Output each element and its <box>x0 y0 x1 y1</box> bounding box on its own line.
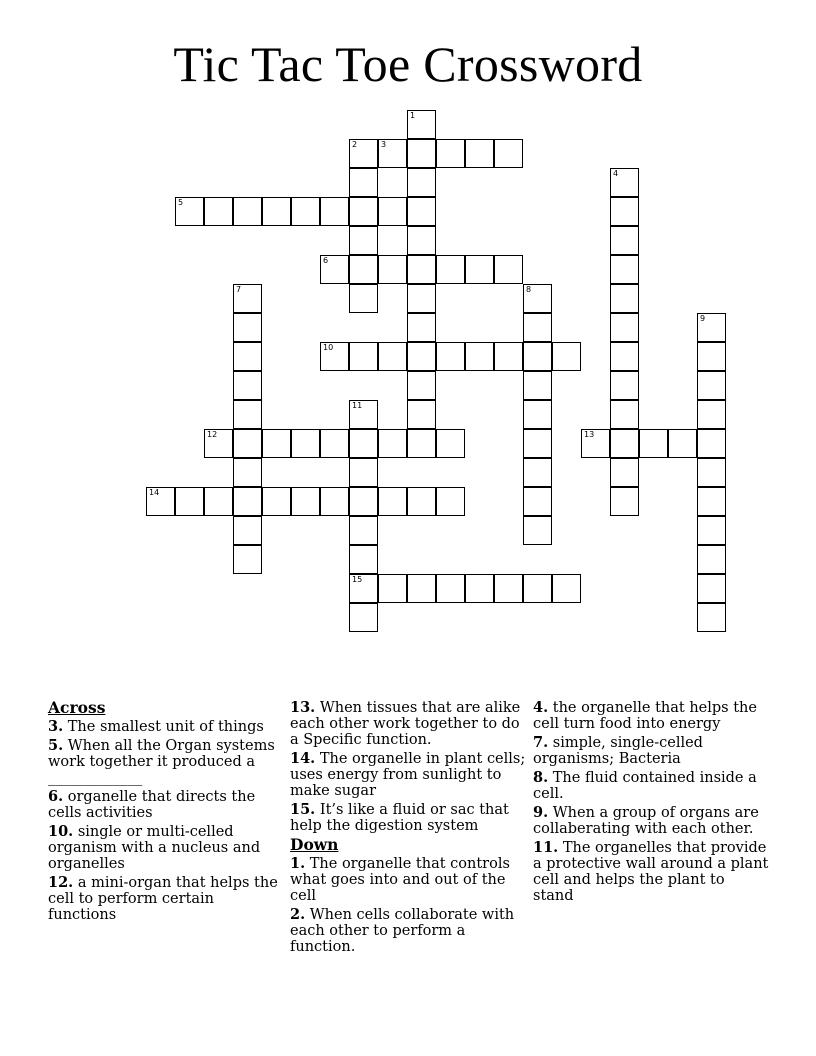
clue-item <box>290 802 526 834</box>
clue-item <box>48 789 284 821</box>
grid-cell[interactable] <box>233 197 262 226</box>
clue-text: The organelle that controls what goes into and out of the cell <box>290 856 510 904</box>
clues-header: Across <box>48 698 106 717</box>
grid-cell[interactable] <box>233 429 262 458</box>
grid-cell[interactable] <box>378 139 407 168</box>
grid-cell[interactable] <box>407 429 436 458</box>
grid-cell[interactable] <box>494 342 523 371</box>
clue-number-label: 6 <box>323 256 329 265</box>
grid-cell[interactable] <box>349 226 378 255</box>
grid-cell[interactable] <box>349 603 378 632</box>
clue-item <box>533 735 769 767</box>
grid-cell[interactable] <box>407 487 436 516</box>
page-title: Tic Tac Toe Crossword <box>173 36 643 92</box>
clue-number: 9. <box>533 804 549 821</box>
clue-item <box>533 805 769 837</box>
clue-number-label: 2 <box>352 140 358 149</box>
clue-text: When all the Organ systems work together it produced a _____________ <box>48 738 275 786</box>
grid-cell[interactable] <box>494 574 523 603</box>
clues-column-2 <box>290 700 526 958</box>
grid-cell[interactable] <box>407 168 436 197</box>
grid-cell[interactable] <box>262 487 291 516</box>
grid-cell[interactable] <box>320 197 349 226</box>
grid-cell[interactable] <box>610 197 639 226</box>
clue-number: 15. <box>290 801 316 818</box>
grid-cell[interactable] <box>349 255 378 284</box>
clue-number: 10. <box>48 823 74 840</box>
grid-cell[interactable] <box>204 487 233 516</box>
grid-cell[interactable] <box>494 255 523 284</box>
grid-cell[interactable] <box>349 574 378 603</box>
clue-number-label: 3 <box>381 140 387 149</box>
grid-cell[interactable] <box>436 429 465 458</box>
grid-cell[interactable] <box>175 197 204 226</box>
grid-cell[interactable] <box>320 342 349 371</box>
grid-cell[interactable] <box>697 487 726 516</box>
clue-text: The fluid contained inside a cell. <box>533 770 757 802</box>
clue-number-label: 1 <box>410 111 416 120</box>
grid-cell[interactable] <box>233 516 262 545</box>
grid-cell[interactable] <box>407 110 436 139</box>
grid-cell[interactable] <box>581 429 610 458</box>
clue-text: When cells collaborate with each other to perform a function. <box>290 907 515 955</box>
grid-cell[interactable] <box>523 371 552 400</box>
grid-cell[interactable] <box>523 458 552 487</box>
grid-cell[interactable] <box>320 255 349 284</box>
grid-cell[interactable] <box>378 574 407 603</box>
grid-cell[interactable] <box>697 371 726 400</box>
clue-number: 3. <box>48 718 64 735</box>
grid-cell[interactable] <box>697 516 726 545</box>
grid-cell[interactable] <box>552 342 581 371</box>
clue-number-label: 12 <box>207 430 218 439</box>
grid-cell[interactable] <box>146 487 175 516</box>
grid-cell[interactable] <box>407 313 436 342</box>
grid-cell[interactable] <box>349 342 378 371</box>
grid-cell[interactable] <box>233 284 262 313</box>
grid-cell[interactable] <box>610 458 639 487</box>
grid-cell[interactable] <box>407 226 436 255</box>
grid-cell[interactable] <box>407 255 436 284</box>
clue-text: simple, single-celled organisms; Bacteria <box>533 735 703 767</box>
grid-cell[interactable] <box>233 342 262 371</box>
grid-cell[interactable] <box>233 313 262 342</box>
clue-item <box>290 856 526 904</box>
clue-item <box>533 840 769 904</box>
grid-cell[interactable] <box>523 574 552 603</box>
grid-cell[interactable] <box>407 342 436 371</box>
grid-cell[interactable] <box>204 429 233 458</box>
grid-cell[interactable] <box>233 545 262 574</box>
grid-cell[interactable] <box>610 429 639 458</box>
grid-cell[interactable] <box>523 429 552 458</box>
grid-cell[interactable] <box>610 313 639 342</box>
grid-cell[interactable] <box>233 458 262 487</box>
clue-item <box>290 700 526 748</box>
clue-number: 5. <box>48 737 64 754</box>
grid-cell[interactable] <box>610 342 639 371</box>
grid-cell[interactable] <box>349 458 378 487</box>
grid-cell[interactable] <box>291 197 320 226</box>
grid-cell[interactable] <box>697 603 726 632</box>
clue-item <box>48 719 284 735</box>
clue-item <box>290 907 526 955</box>
grid-cell[interactable] <box>436 574 465 603</box>
clue-text: the organelle that helps the cell turn food into energy <box>533 700 757 732</box>
clue-text: single or multi-celled organism with a nucleus and organelles <box>48 824 261 872</box>
clue-item <box>290 751 526 799</box>
grid-cell[interactable] <box>262 197 291 226</box>
grid-cell[interactable] <box>175 487 204 516</box>
grid-cell[interactable] <box>697 545 726 574</box>
clue-text: It’s like a fluid or sac that help the digestion system <box>290 802 509 834</box>
grid-cell[interactable] <box>349 139 378 168</box>
grid-cell[interactable] <box>465 342 494 371</box>
clue-item <box>48 875 284 923</box>
grid-cell[interactable] <box>610 255 639 284</box>
grid-cell[interactable] <box>291 429 320 458</box>
grid-cell[interactable] <box>610 168 639 197</box>
grid-cell[interactable] <box>552 574 581 603</box>
grid-cell[interactable] <box>320 487 349 516</box>
clue-item <box>533 770 769 802</box>
grid-cell[interactable] <box>204 197 233 226</box>
clue-number: 1. <box>290 855 306 872</box>
grid-cell[interactable] <box>465 574 494 603</box>
grid-cell[interactable] <box>349 516 378 545</box>
grid-cell[interactable] <box>610 400 639 429</box>
grid-cell[interactable] <box>494 139 523 168</box>
grid-cell[interactable] <box>697 313 726 342</box>
clue-text: a mini-organ that helps the cell to perform certain functions <box>48 875 278 923</box>
clue-number: 6. <box>48 788 64 805</box>
clue-number-label: 8 <box>526 285 532 294</box>
grid-cell[interactable] <box>523 284 552 313</box>
clue-number-label: 4 <box>613 169 619 178</box>
grid-cell[interactable] <box>291 487 320 516</box>
clue-number: 2. <box>290 906 306 923</box>
grid-cell[interactable] <box>436 487 465 516</box>
clue-number: 14. <box>290 750 316 767</box>
grid-cell[interactable] <box>407 371 436 400</box>
grid-cell[interactable] <box>639 429 668 458</box>
grid-cell[interactable] <box>523 313 552 342</box>
clue-number-label: 14 <box>149 488 160 497</box>
grid-cell[interactable] <box>349 429 378 458</box>
grid-cell[interactable] <box>697 400 726 429</box>
grid-cell[interactable] <box>610 226 639 255</box>
grid-cell[interactable] <box>436 342 465 371</box>
grid-cell[interactable] <box>349 487 378 516</box>
clue-number: 7. <box>533 734 549 751</box>
clues-column-1 <box>48 700 284 926</box>
clue-number: 12. <box>48 874 74 891</box>
grid-cell[interactable] <box>349 400 378 429</box>
grid-cell[interactable] <box>523 487 552 516</box>
clue-number: 4. <box>533 699 549 716</box>
clue-item <box>48 824 284 872</box>
grid-cell[interactable] <box>233 371 262 400</box>
grid-cell[interactable] <box>407 574 436 603</box>
clue-number-label: 15 <box>352 575 363 584</box>
grid-cell[interactable] <box>349 168 378 197</box>
grid-cell[interactable] <box>378 429 407 458</box>
clue-number-label: 10 <box>323 343 334 352</box>
grid-cell[interactable] <box>378 197 407 226</box>
grid-cell[interactable] <box>610 284 639 313</box>
clue-number-label: 11 <box>352 401 363 410</box>
grid-cell[interactable] <box>668 429 697 458</box>
grid-cell[interactable] <box>320 429 349 458</box>
grid-cell[interactable] <box>233 487 262 516</box>
grid-cell[interactable] <box>407 400 436 429</box>
grid-cell[interactable] <box>697 429 726 458</box>
grid-cell[interactable] <box>407 284 436 313</box>
clue-text: The smallest unit of things <box>63 719 264 735</box>
grid-cell[interactable] <box>697 342 726 371</box>
grid-cell[interactable] <box>436 255 465 284</box>
clue-number-label: 9 <box>700 314 706 323</box>
grid-cell[interactable] <box>378 255 407 284</box>
grid-cell[interactable] <box>233 400 262 429</box>
clue-text: When tissues that are alike each other work together to do a Specific function. <box>290 700 521 748</box>
clue-number-label: 13 <box>584 430 595 439</box>
clues-header: Down <box>290 835 339 854</box>
grid-cell[interactable] <box>407 197 436 226</box>
grid-cell[interactable] <box>523 342 552 371</box>
grid-cell[interactable] <box>349 197 378 226</box>
grid-cell[interactable] <box>610 487 639 516</box>
grid-cell[interactable] <box>378 342 407 371</box>
clue-number: 8. <box>533 769 549 786</box>
grid-cell[interactable] <box>349 284 378 313</box>
clue-number: 11. <box>533 839 559 856</box>
grid-cell[interactable] <box>378 487 407 516</box>
clue-text: The organelles that provide a protective wall around a plant cell and helps the plant to stand <box>533 840 769 904</box>
grid-cell[interactable] <box>523 516 552 545</box>
clue-number-label: 7 <box>236 285 242 294</box>
clue-item <box>533 700 769 732</box>
clues-column-3 <box>533 700 769 907</box>
clue-text: organelle that directs the cells activities <box>48 789 256 821</box>
clue-number-label: 5 <box>178 198 184 207</box>
grid-cell[interactable] <box>465 255 494 284</box>
grid-cell[interactable] <box>465 139 494 168</box>
grid-cell[interactable] <box>436 139 465 168</box>
grid-cell[interactable] <box>523 400 552 429</box>
grid-cell[interactable] <box>407 139 436 168</box>
grid-cell[interactable] <box>262 429 291 458</box>
clue-text: When a group of organs are collaberating with each other. <box>533 805 759 837</box>
grid-cell[interactable] <box>697 458 726 487</box>
grid-cell[interactable] <box>697 574 726 603</box>
clue-number: 13. <box>290 699 316 716</box>
clue-text: The organelle in plant cells; uses energy from sunlight to make sugar <box>290 751 526 799</box>
grid-cell[interactable] <box>349 545 378 574</box>
clue-item <box>48 738 284 786</box>
grid-cell[interactable] <box>610 371 639 400</box>
